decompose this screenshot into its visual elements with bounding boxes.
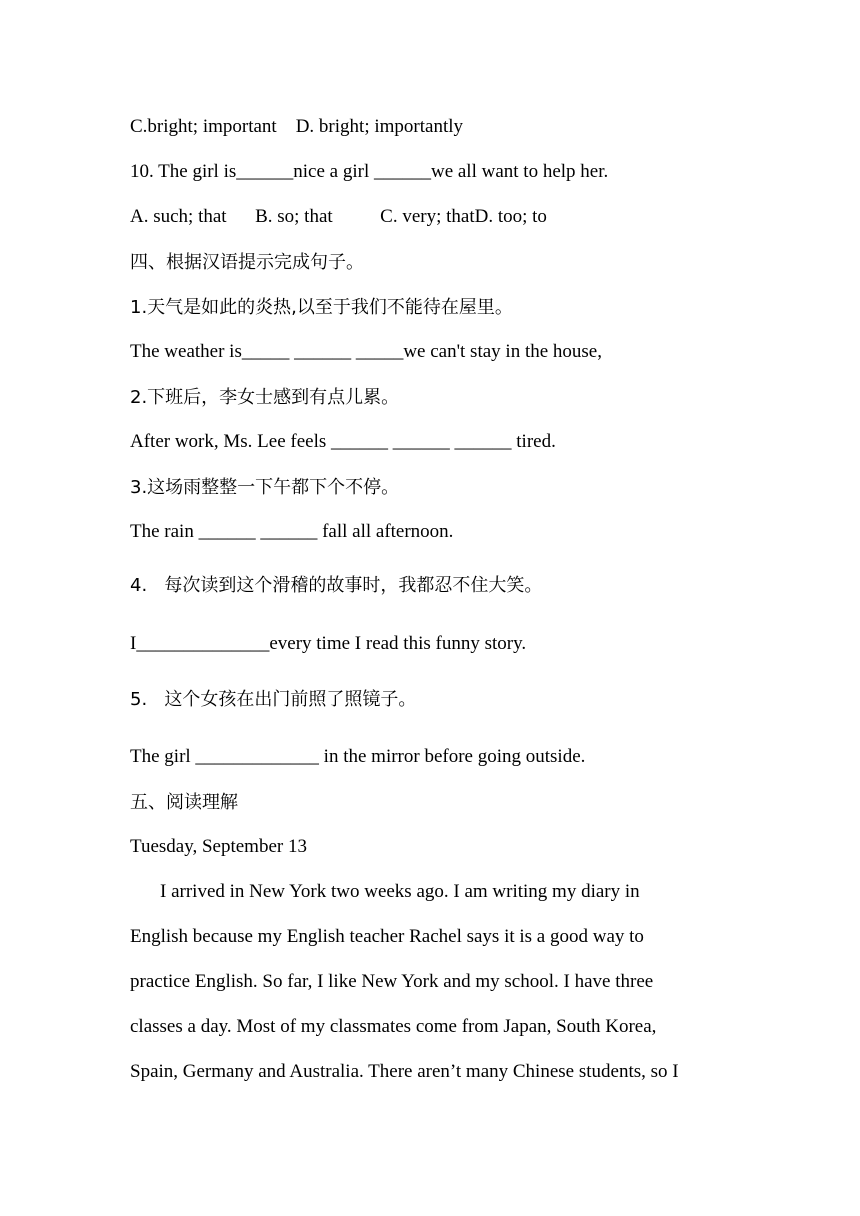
s4-q4-chinese: 4. 每次读到这个滑稽的故事时，我都忍不住大笑。: [130, 575, 543, 596]
q10-question: 10. The girl is______nice a girl ______we all want to help her.: [130, 161, 609, 182]
paragraph-line: I arrived in New York two weeks ago. I am writing my diary in: [160, 881, 640, 902]
s4-q5-english: The girl _____________ in the mirror before going outside.: [130, 746, 586, 767]
s4-q3-chinese: 3.这场雨整整一下午都下个不停。: [130, 477, 400, 498]
s4-q5-chinese: 5. 这个女孩在出门前照了照镜子。: [130, 689, 417, 710]
section5-heading: 五、阅读理解: [130, 792, 238, 813]
diary-date: Tuesday, September 13: [130, 836, 307, 857]
s4-q3-english: The rain ______ ______ fall all afternoon.: [130, 521, 454, 542]
q9-options-cd: C.bright; important D. bright; importantly: [130, 116, 464, 137]
s4-q4-english: I______________every time I read this funny story.: [130, 633, 527, 654]
s4-q2-english: After work, Ms. Lee feels ______ ______ ______ tired.: [130, 431, 556, 452]
paragraph-line: Spain, Germany and Australia. There aren’t many Chinese students, so I: [130, 1061, 679, 1082]
paragraph-line: practice English. So far, I like New York and my school. I have three: [130, 971, 654, 992]
s4-q1-english: The weather is_____ ______ _____we can't stay in the house,: [130, 341, 602, 362]
s4-q1-chinese: 1.天气是如此的炎热,以至于我们不能待在屋里。: [130, 297, 513, 318]
paragraph-line: English because my English teacher Rachel says it is a good way to: [130, 926, 644, 947]
paragraph-line: classes a day. Most of my classmates come from Japan, South Korea,: [130, 1016, 657, 1037]
q10-options: A. such; that B. so; that C. very; thatD. too; to: [130, 206, 547, 227]
section4-heading: 四、根据汉语提示完成句子。: [130, 252, 364, 273]
s4-q2-chinese: 2.下班后，李女士感到有点儿累。: [130, 387, 400, 408]
